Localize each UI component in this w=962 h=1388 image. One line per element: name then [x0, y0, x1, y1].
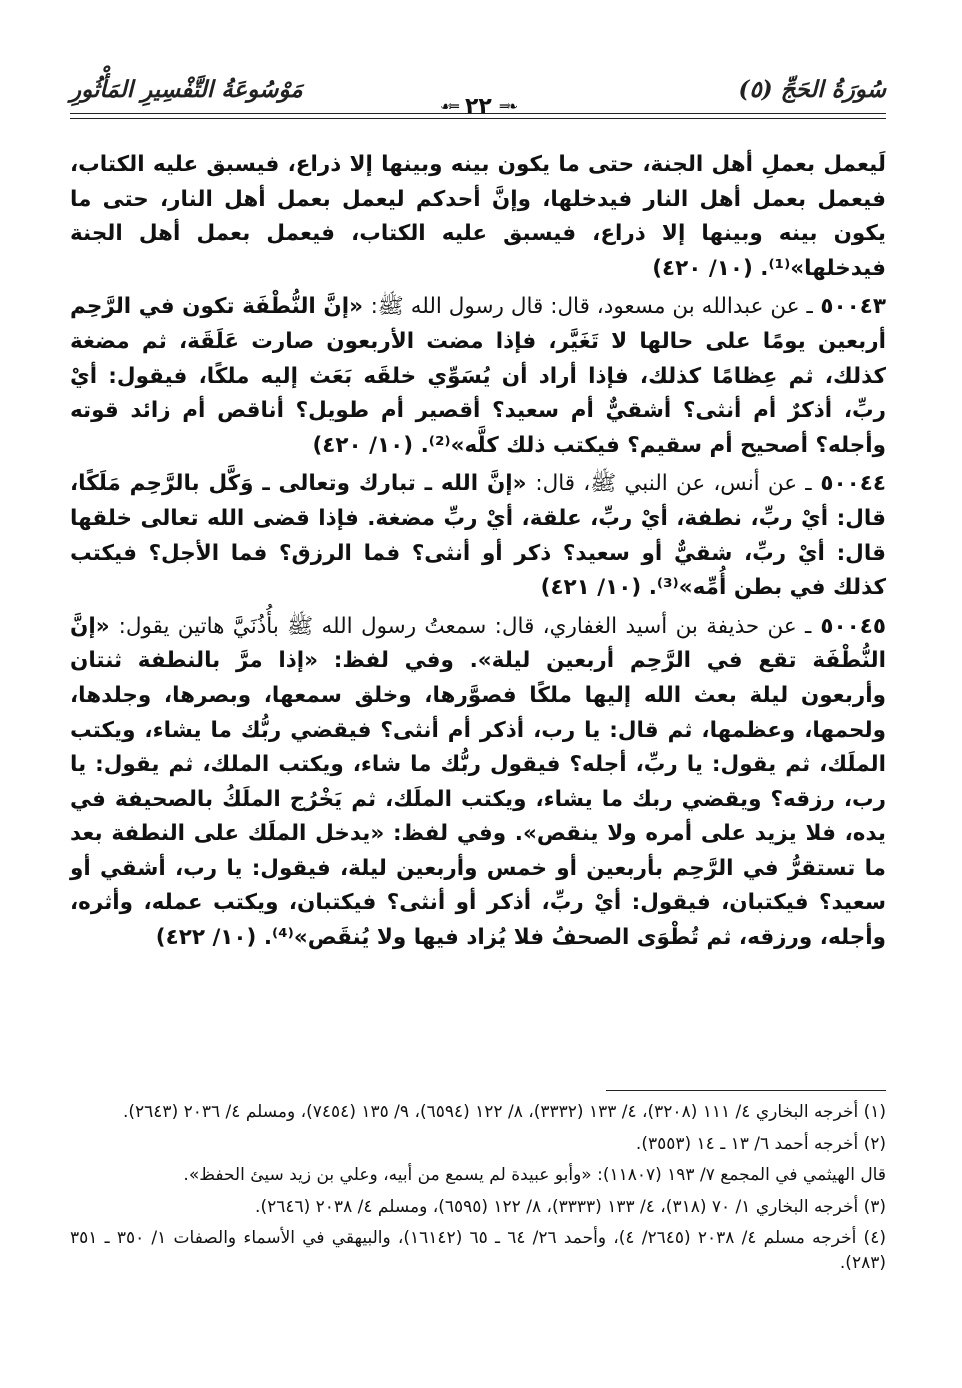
main-text: [70, 148, 886, 956]
header-rule-thin: [70, 118, 886, 119]
surah-title: سُورَةُ الحَجِّ (٥): [738, 76, 886, 103]
entry-text: «إنَّ النُّطْفَة تكون في الرَّحِم أربعين يومًا على حالها لا تَغَيَّر، فإذا مضت الأربعون صارت عَلَقَة، ثم مضغة كذلك، ثم عِظامًا كذلك، فإذا أراد أن يُسَوِّي خلقَه بَعَث إليه ملكًا، فيقول: أيْ ربِّ، أذكرٌ أم أنثى؟ أشقيٌّ أم سعيد؟ أقصير أم طويل؟ أناقص أم زائد قوته وأجله؟ أصحيح أم سقيم؟ فيكتب ذلك كلَّه»⁽²⁾.: [70, 294, 886, 458]
entry-number: ٥٠٠٤٥: [820, 613, 886, 639]
entry-text: «إنَّ النُّطْفَة تقع في الرَّحِم أربعين ليلة». وفي لفظ: «إذا مرَّ بالنطفة ثنتان وأربعون ليلة بعث الله إليها ملكًا فصوَّرها، وخلق سمعها، وبصرها، وجلدها، ولحمها، وعظمها، ثم قال: يا رب، أذكر أم أنثى؟ فيقضي ربُّك ما يشاء، ويكتب الملَك، ثم يقول: يا ربِّ، أجله؟ فيقول ربُّك ما شاء، ويكتب الملك، ثم يقول: يا رب، رزقه؟ ويقضي ربك ما يشاء، ويكتب الملَك، ثم يَخْرُج الملَكُ بالصحيفة في يده، فلا يزيد على أمره ولا ينقص». وفي لفظ: «يدخل الملَك على النطفة بعد ما تستقرُّ في الرَّحِم بأربعين أو خمس وأربعين ليلة، فيقول: يا رب، أشقي أو سعيد؟ فيكتبان، فيقول: أيْ ربِّ، أذكر أو أنثى؟ فيكتبان، ويكتب عمله، وأثره، وأجله، ورزقه، ثم تُطْوَى الصحفُ فلا يُزاد فيها ولا يُنقَص»⁽⁴⁾.: [70, 613, 886, 951]
page-number-block: [440, 94, 516, 119]
footnote: (٢) أخرجه أحمد ٦/ ١٣ ـ ١٤ (٣٥٥٣).: [635, 1133, 886, 1154]
book-title: مَوْسُوعَةُ التَّفْسِيرِ المَأْثُورِ: [70, 76, 303, 103]
footnote: (٤) أخرجه مسلم ٤/ ٢٠٣٨ (٢٦٤٥/ ٤)، وأحمد ٢٦/ ٦٤ ـ ٦٥ (١٦١٤٢)، والبيهقي في الأسماء والصفات ١/ ٣٥٠ ـ ٣٥١ (٢٨٣).: [70, 1228, 886, 1273]
footnote: (٣) أخرجه البخاري ١/ ٧٠ (٣١٨)، ٤/ ١٣٣ (٣٣٣٣)، ٨/ ١٢٢ (٦٥٩٥)، ومسلم ٤/ ٢٠٣٨ (٢٦٤٦).: [255, 1196, 886, 1217]
page-number: ٢٢: [464, 94, 492, 119]
entry-reference: (١٠/ ٤٢٠): [312, 432, 414, 458]
continuation-paragraph: لَيعمل بعملِ أهل الجنة، حتى ما يكون بينه وبينها إلا ذراع، فيسبق عليه الكتاب، فيعمل بعمل أهل النار فيدخلها، وإنَّ أحدكم ليعمل بعمل أهل النار، حتى ما يكون بينه وبينها إلا ذراع، فيسبق عليه الكتاب، فيعمل بعمل أهل الجنة فيدخلها»⁽¹⁾. (١٠/ ٤٢٠): [70, 152, 886, 281]
entry-reference: (١٠/ ٤٢٢): [155, 925, 257, 951]
footnote-separator: [606, 1090, 886, 1091]
ornament-icon: ═☙: [439, 98, 457, 115]
hadith-entry: [70, 467, 886, 605]
entry-number: ٥٠٠٤٣: [820, 294, 886, 320]
entry-intro: ـ عن أنس، عن النبي ﷺ، قال:: [535, 471, 812, 497]
entry-reference: (١٠/ ٤٢١): [540, 575, 642, 601]
footnote: قال الهيثمي في المجمع ٧/ ١٩٣ (١١٨٠٧): «وأبو عبيدة لم يسمع من أبيه، وعلي بن زيد سيئ الحفظ».: [183, 1165, 886, 1185]
entry-number: ٥٠٠٤٤: [820, 471, 886, 497]
ornament-icon: ❧═: [499, 98, 517, 115]
footnote: (١) أخرجه البخاري ٤/ ١١١ (٣٢٠٨)، ٤/ ١٣٣ (٣٣٣٢)، ٨/ ١٢٢ (٦٥٩٤)، ٩/ ١٣٥ (٧٤٥٤)، ومسلم ٤/ ٢٠٣٦ (٢٦٤٣).: [122, 1102, 886, 1122]
entry-intro: ـ عن عبدالله بن مسعود، قال: قال رسول الله ﷺ:: [370, 294, 813, 320]
hadith-entry: [70, 610, 886, 956]
hadith-entry: [70, 290, 886, 463]
entry-text: «إنَّ الله ـ تبارك وتعالى ـ وَكَّل بالرَّحِم مَلَكًا، قال: أيْ ربِّ، نطفة، أيْ ربِّ، علقة، أيْ ربِّ مضغة. فإذا قضى الله تعالى خلقها قال: أيْ ربِّ، شقيٌّ أو سعيد؟ ذكر أو أنثى؟ فما الرزق؟ فما الأجل؟ فيكتب كذلك في بطن أُمِّه»⁽³⁾.: [70, 471, 886, 601]
entry-intro: ـ عن حذيفة بن أسيد الغفاري، قال: سمعتُ رسول الله ﷺ بأُذُنَيَّ هاتين يقول:: [118, 613, 812, 639]
footnotes: [70, 1100, 886, 1282]
header-rule: [70, 113, 886, 114]
